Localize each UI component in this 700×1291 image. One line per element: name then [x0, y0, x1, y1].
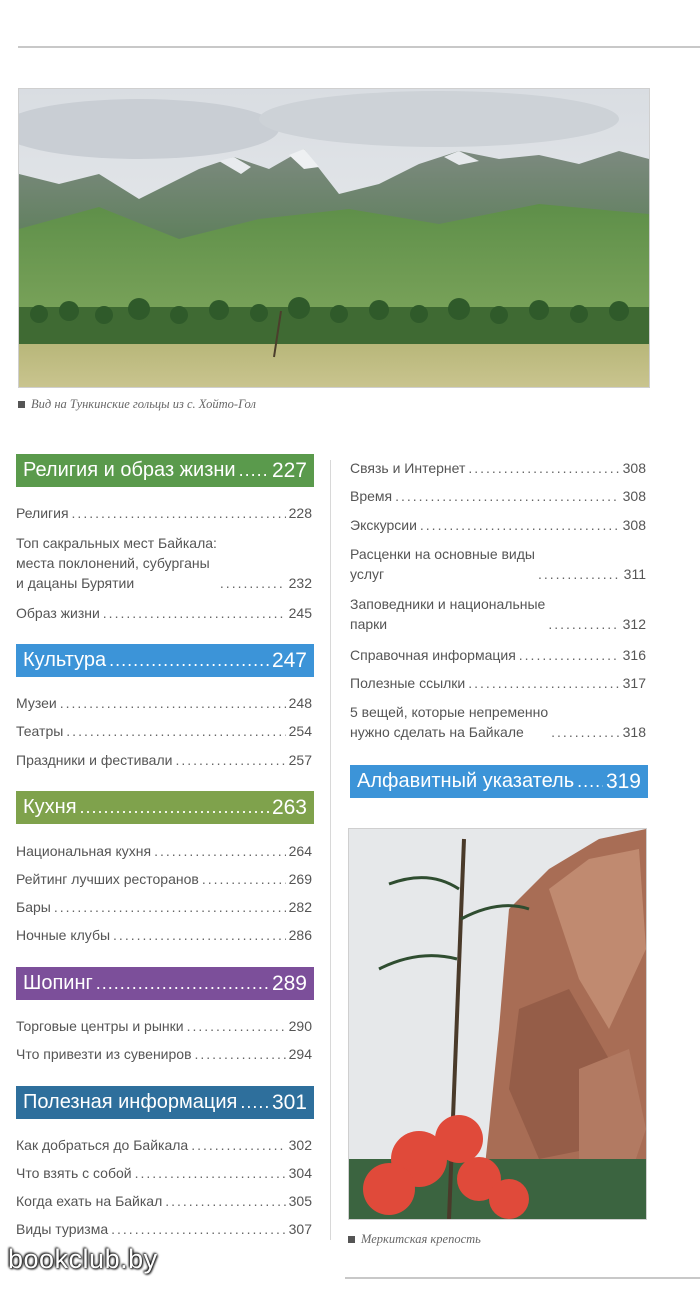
toc-entry-markets[interactable]: Торговые центры и рынки ..... 290 [16, 1016, 312, 1036]
toc-entry-lifestyle[interactable]: Образ жизни ..... 245 [16, 603, 312, 623]
toc-entry-useful-links[interactable]: Полезные ссылки ..... 317 [350, 673, 646, 693]
toc-entry-what-to-take[interactable]: Что взять с собой ..... 304 [16, 1163, 312, 1183]
toc-entry-when-to-go[interactable]: Когда ехать на Байкал ..... 305 [16, 1191, 312, 1211]
toc-entry-time[interactable]: Время ..... 308 [350, 486, 646, 506]
watermark-text: bookclub.by [8, 1244, 158, 1274]
toc-entry-festivals[interactable]: Праздники и фестивали ..... 257 [16, 750, 312, 770]
toc-entry-bars[interactable]: Бары ..... 282 [16, 897, 312, 917]
section-shopping-header[interactable]: Шопинг ..... 289 [16, 967, 314, 1000]
toc-entry-night-clubs[interactable]: Ночные клубы ..... 286 [16, 925, 312, 945]
landscape-photo [18, 88, 650, 388]
toc-entry-national-cuisine[interactable]: Национальная кухня ..... 264 [16, 841, 312, 861]
section-religion-header[interactable]: Религия и образ жизни ..... 227 [16, 454, 314, 487]
caption-marker-icon [18, 401, 25, 408]
toc-entry-museums[interactable]: Музеи ..... 248 [16, 693, 312, 713]
column-divider [330, 460, 331, 1240]
toc-entry-theaters[interactable]: Театры ..... 254 [16, 721, 312, 741]
section-index-header[interactable]: Алфавитный указатель ..... 319 [350, 765, 648, 798]
top-rule [18, 46, 700, 48]
fortress-photo [348, 828, 647, 1220]
toc-entry-sacred-places[interactable]: Топ сакральных мест Байкала: места поклонений, субурганы и дацаны Бурятии ..... 232 [16, 533, 312, 593]
toc-entry-souvenirs[interactable]: Что привезти из сувениров ..... 294 [16, 1044, 312, 1064]
toc-entry-restaurants[interactable]: Рейтинг лучших ресторанов ..... 269 [16, 869, 312, 889]
toc-entry-religion[interactable]: Религия ..... 228 [16, 503, 312, 523]
toc-entry-reference[interactable]: Справочная информация ..... 316 [350, 645, 646, 665]
toc-entry-communication[interactable]: Связь и Интернет ..... 308 [350, 458, 646, 478]
toc-entry-reserves[interactable]: Заповедники и национальные парки ..... 312 [350, 594, 646, 634]
landscape-illustration [19, 89, 649, 387]
section-info-header[interactable]: Полезная информация ..... 301 [16, 1086, 314, 1119]
fortress-caption: Меркитская крепость [348, 1232, 481, 1247]
toc-entry-prices[interactable]: Расценки на основные виды услуг ..... 311 [350, 544, 646, 584]
section-kitchen-header[interactable]: Кухня ..... 263 [16, 791, 314, 824]
fortress-illustration [349, 829, 646, 1219]
toc-entry-five-things[interactable]: 5 вещей, которые непременно нужно сделать на Байкале ..... 318 [350, 702, 646, 742]
toc-entry-tourism-types[interactable]: Виды туризма ..... 307 [16, 1219, 312, 1239]
landscape-caption: Вид на Тункинские гольцы из с. Хойто-Гол [18, 397, 256, 412]
toc-entry-excursions[interactable]: Экскурсии ..... 308 [350, 515, 646, 535]
caption-marker-icon [348, 1236, 355, 1243]
toc-entry-getting-there[interactable]: Как добраться до Байкала ..... 302 [16, 1135, 312, 1155]
bottom-rule [345, 1277, 700, 1279]
section-culture-header[interactable]: Культура ..... 247 [16, 644, 314, 677]
